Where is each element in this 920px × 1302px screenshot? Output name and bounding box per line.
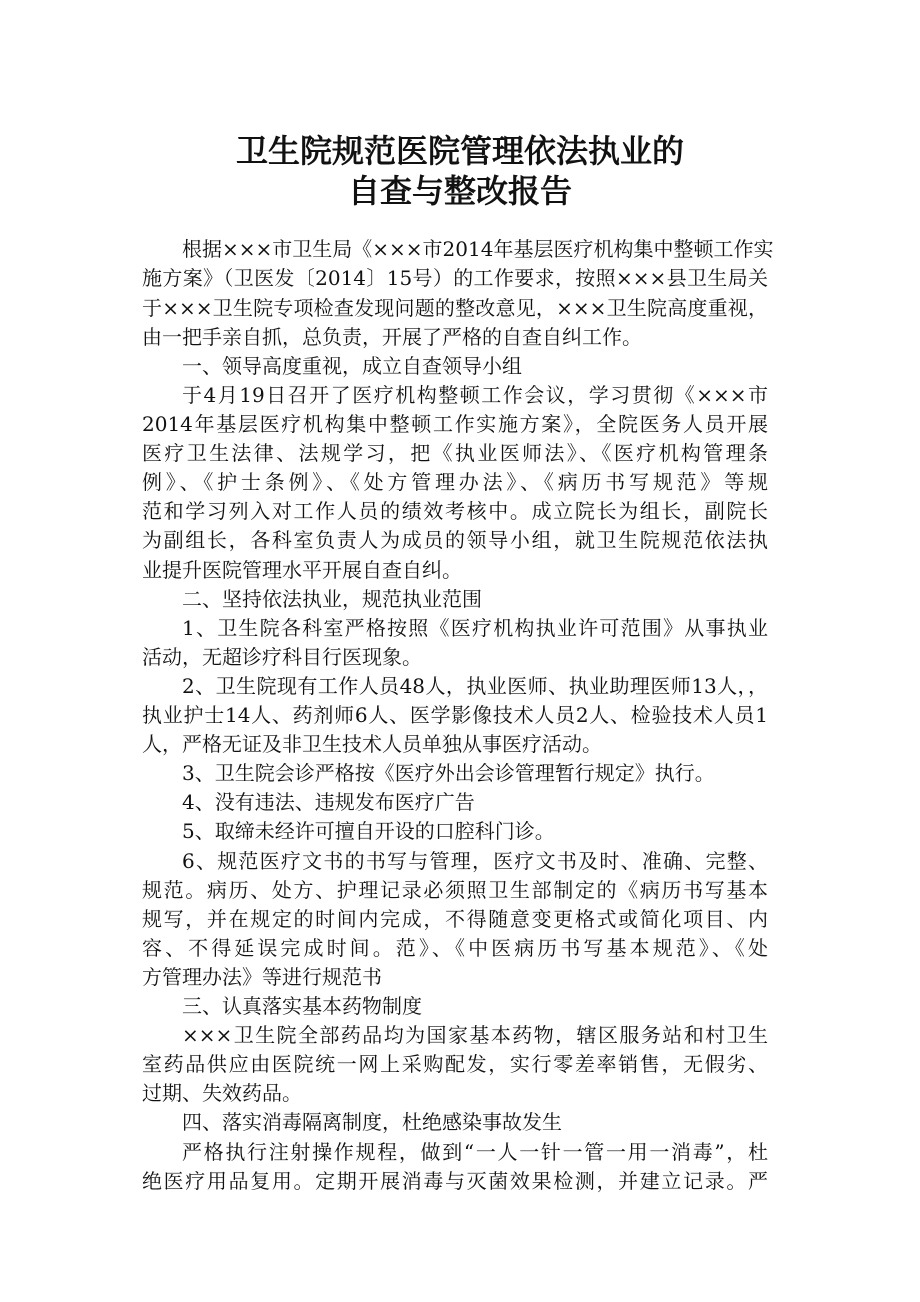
body-line: 1、卫生院各科室严格按照《医疗机构执业许可范围》从事执业 — [182, 616, 768, 640]
section-heading: 四、落实消毒隔离制度，杜绝感染事故发生 — [182, 1110, 562, 1134]
body-line: 业提升医院管理水平开展自查自纠。 — [142, 558, 462, 582]
body-line: 人，严格无证及非卫生技术人员单独从事医疗活动。 — [142, 732, 602, 756]
body-line: 施方案》（卫医发〔2014〕15号）的工作要求，按照×××县卫生局关 — [142, 266, 768, 290]
body-line: 2014年基层医疗机构集中整顿工作实施方案》，全院医务人员开展 — [142, 412, 768, 436]
body-line: 6、规范医疗文书的书写与管理，医疗文书及时、准确、完整、 — [182, 849, 768, 873]
body-line: 由一把手亲自抓，总负责，开展了严格的自查自纠工作。 — [142, 325, 642, 349]
document-title-line-1: 卫生院规范医院管理依法执业的 — [235, 132, 684, 170]
section-heading: 一、领导高度重视，成立自查领导小组 — [182, 354, 522, 378]
body-line: 室药品供应由医院统一网上采购配发，实行零差率销售，无假劣、 — [142, 1052, 768, 1076]
document-title-line-2: 自查与整改报告 — [347, 172, 572, 210]
body-line: 于4月19日召开了医疗机构整顿工作会议，学习贯彻《×××市 — [182, 383, 768, 407]
body-line: 规写，并在规定的时间内完成，不得随意变更格式或简化项目、内 — [142, 907, 768, 931]
body-line: 为副组长，各科室负责人为成员的领导小组，就卫生院规范依法执 — [142, 528, 768, 552]
body-line: 方管理办法》等进行规范书 — [142, 965, 382, 989]
body-line: 5、取缔未经许可擅自开设的口腔科门诊。 — [182, 819, 555, 843]
body-line: 根据×××市卫生局《×××市2014年基层医疗机构集中整顿工作实 — [182, 237, 774, 261]
body-line: 容、不得延误完成时间。范》、《中医病历书写基本规范》、《处 — [142, 936, 768, 960]
body-line: 规范。病历、处方、护理记录必须照卫生部制定的《病历书写基本 — [142, 878, 768, 902]
body-line: 执业护士14人、药剂师6人、医学影像技术人员2人、检验技术人员1 — [142, 703, 768, 727]
body-line: 于×××卫生院专项检查发现问题的整改意见，×××卫生院高度重视， — [142, 296, 768, 320]
body-line: 医疗卫生法律、法规学习，把《执业医师法》、《医疗机构管理条 — [142, 441, 768, 465]
body-line: 活动，无超诊疗科目行医现象。 — [142, 645, 422, 669]
body-line: 2、卫生院现有工作人员48人，执业医师、执业助理医师13人，， — [182, 674, 768, 698]
body-line: 3、卫生院会诊严格按《医疗外出会诊管理暂行规定》执行。 — [182, 761, 715, 785]
section-heading: 二、坚持依法执业，规范执业范围 — [182, 587, 482, 611]
section-heading: 三、认真落实基本药物制度 — [182, 994, 422, 1018]
body-line: 范和学习列入对工作人员的绩效考核中。成立院长为组长，副院长 — [142, 499, 768, 523]
body-line: 严格执行注射操作规程，做到“一人一针一管一用一消毒”，杜 — [182, 1140, 768, 1164]
body-line: 绝医疗用品复用。定期开展消毒与灭菌效果检测，并建立记录。严 — [142, 1169, 768, 1193]
body-line: 例》、《护士条例》、《处方管理办法》、《病历书写规范》等规 — [142, 470, 768, 494]
body-line: 过期、失效药品。 — [142, 1081, 302, 1105]
body-line: 4、没有违法、违规发布医疗广告 — [182, 790, 475, 814]
body-line: ×××卫生院全部药品均为国家基本药物，辖区服务站和村卫生 — [182, 1023, 768, 1047]
